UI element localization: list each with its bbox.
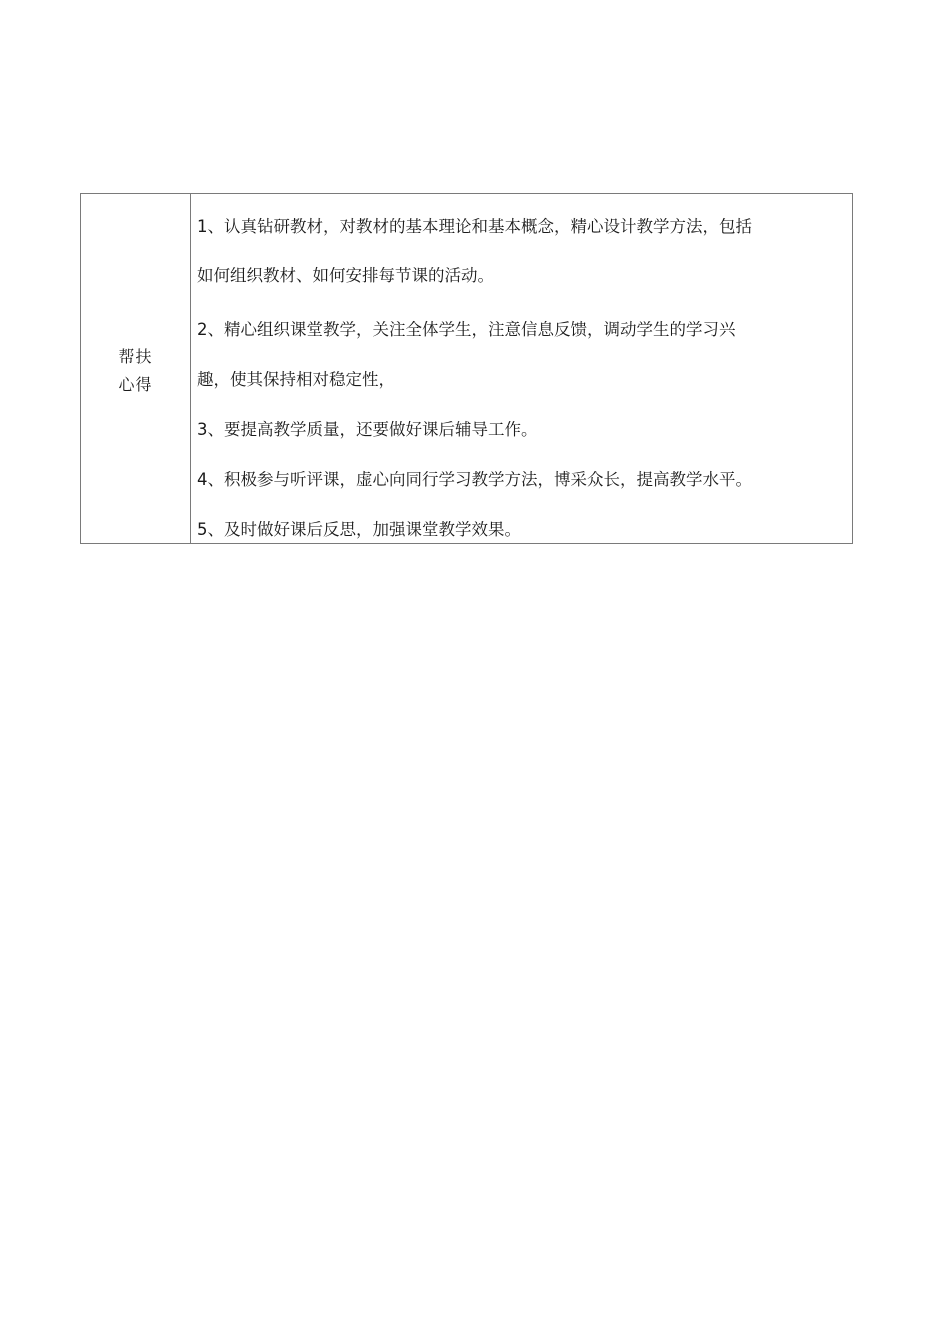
row-label-line-1: 帮扶: [118, 346, 153, 366]
content-line-5: 3、要提高教学质量，还要做好课后辅导工作。: [197, 420, 538, 439]
content-cell: [191, 194, 852, 543]
row-label-line-2: 心得: [118, 374, 153, 394]
content-line-4: 趣，使其保持相对稳定性，: [197, 370, 395, 389]
content-line-3: 2、精心组织课堂教学，关注全体学生，注意信息反馈，调动学生的学习兴: [197, 320, 736, 339]
content-line-2: 如何组织教材、如何安排每节课的活动。: [197, 266, 494, 285]
reflection-table: [80, 193, 853, 544]
content-line-6: 4、积极参与听评课，虚心向同行学习教学方法，博采众长，提高教学水平。: [197, 470, 752, 489]
content-line-1: 1、认真钻研教材，对教材的基本理论和基本概念，精心设计教学方法，包括: [197, 217, 752, 236]
row-label-cell: [81, 194, 191, 543]
content-line-7: 5、及时做好课后反思，加强课堂教学效果。: [197, 520, 521, 539]
